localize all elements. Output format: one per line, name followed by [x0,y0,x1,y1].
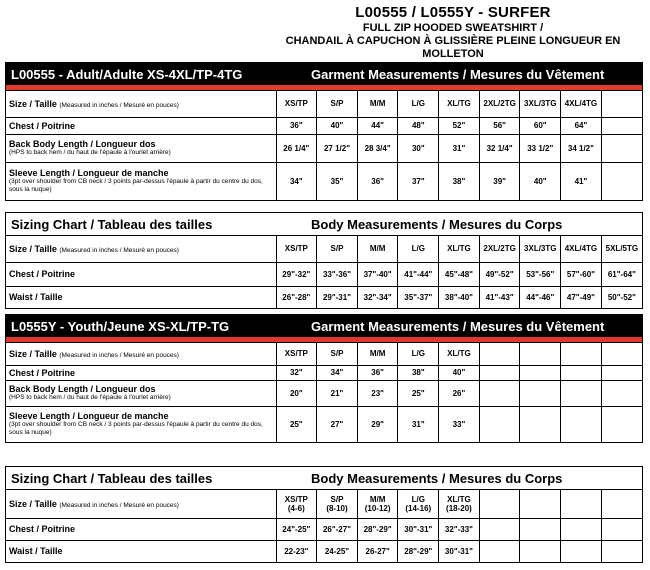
size-cell: XS/TP [276,91,317,117]
value-cell [479,380,520,406]
value-cell: 32 1/4" [479,134,520,162]
value-cell: 20" [276,380,317,406]
value-cell: 45"-48" [439,262,480,286]
youth-body-table [6,490,642,562]
value-cell: 28 3/4" [357,134,398,162]
value-cell: 29"-32" [276,262,317,286]
value-cell: 39" [479,162,520,200]
size-cell: M/M [357,236,398,262]
value-cell: 26-27" [357,540,398,562]
youth-garment-table [6,343,642,442]
size-cell [398,490,439,518]
age-range: (10-12) [364,503,391,513]
size-cell [317,490,358,518]
value-cell [561,406,602,442]
value-cell: 44"-46" [520,286,561,308]
value-cell: 33"-36" [317,262,358,286]
value-cell [479,518,520,540]
size-cell [439,490,480,518]
size-cell: 4XL/4TG [561,236,602,262]
section-title-left: L0555Y - Youth/Jeune XS-XL/TP-TG [11,318,230,334]
youth-body-section [5,466,643,563]
size-cell: L/G [398,91,439,117]
section-title-right: Body Measurements / Mesures du Corps [311,216,563,232]
value-cell: 23" [357,380,398,406]
value-cell: 33 1/2" [520,134,561,162]
sleeve-length-row [6,406,642,442]
size-cell: XL/TG [439,343,480,365]
section-title-bar [6,315,642,337]
document-title: L00555 / L0555Y - SURFER [355,4,551,21]
document-subtitle-en: FULL ZIP HOODED SWEATSHIRT / [362,22,544,34]
size-cell: XL/TG [439,91,480,117]
adult-body-table [6,236,642,308]
value-cell: 38" [398,365,439,380]
value-cell: 41" [561,162,602,200]
value-cell: 56" [479,117,520,134]
size-cell [357,490,398,518]
size-label: L/G [411,494,425,504]
value-cell [520,406,561,442]
back-length-row [6,380,642,406]
section-title-bar [6,63,642,85]
size-cell: S/P [317,343,358,365]
size-row [6,490,642,518]
value-cell: 34" [276,162,317,200]
waist-label-cell: Waist / Taille [6,540,276,562]
value-cell: 27" [317,406,358,442]
value-cell: 26"-27" [317,518,358,540]
size-label-cell: Size / Taille (Measured in inches / Mesuré en pouces) [6,236,276,262]
value-cell: 36" [357,162,398,200]
value-cell: 30" [398,134,439,162]
value-cell [601,380,642,406]
age-range: (14-16) [405,503,432,513]
value-cell: 33" [439,406,480,442]
size-cell: XS/TP [276,343,317,365]
size-cell: S/P [317,91,358,117]
value-cell: 25" [276,406,317,442]
section-title-bar [6,467,642,490]
size-label-cell: Size / Taille (Measured in inches / Mesuré en pouces) [6,343,276,365]
waist-row [6,540,642,562]
sleeve-length-row [6,162,642,200]
adult-garment-table [6,91,642,200]
chest-row [6,117,642,134]
age-range: (8-10) [326,503,348,513]
value-cell: 24"-25" [276,518,317,540]
value-cell [520,365,561,380]
value-cell: 26"-28" [276,286,317,308]
value-cell: 36" [276,117,317,134]
back-length-label-cell: Back Body Length / Longueur dos (HPS to back hem / du haut de l'épaule à l'ourlet arrière) [6,380,276,406]
size-cell [479,490,520,518]
age-range: (18-20) [446,503,472,513]
size-cell [601,343,642,365]
size-cell [479,343,520,365]
value-cell [601,540,642,562]
value-cell [561,380,602,406]
value-cell: 28"-29" [398,540,439,562]
size-label-cell: Size / Taille (Measured in inches / Mesuré en pouces) [6,91,276,117]
size-cell: S/P [317,236,358,262]
value-cell: 31" [439,134,480,162]
section-title-left: Sizing Chart / Tableau des tailles [11,216,213,232]
value-cell [561,518,602,540]
value-cell: 34" [317,365,358,380]
value-cell [479,540,520,562]
value-cell: 31" [398,406,439,442]
size-cell [601,91,642,117]
value-cell [601,117,642,134]
size-cell [561,490,602,518]
section-title-left: L00555 - Adult/Adulte XS-4XL/TP-4TG [11,66,243,82]
value-cell: 64" [561,117,602,134]
value-cell: 40" [439,365,480,380]
value-cell: 52" [439,117,480,134]
value-cell: 38"-40" [439,286,480,308]
youth-garment-section [5,314,643,443]
size-label: M/M [369,494,386,504]
section-title-right: Garment Measurements / Mesures du Vêtement [311,66,605,82]
size-cell: 2XL/2TG [479,91,520,117]
value-cell [520,540,561,562]
value-cell: 26" [439,380,480,406]
value-cell: 44" [357,117,398,134]
section-title-right: Garment Measurements / Mesures du Vêtement [311,318,605,334]
size-row [6,236,642,262]
value-cell: 29"-31" [317,286,358,308]
value-cell: 21" [317,380,358,406]
value-cell: 50"-52" [601,286,642,308]
adult-garment-section [5,62,643,201]
value-cell: 36" [357,365,398,380]
value-cell: 26 1/4" [276,134,317,162]
value-cell [479,406,520,442]
value-cell [601,518,642,540]
back-length-label-cell: Back Body Length / Longueur dos (HPS to back hem / du haut de l'épaule à l'ourlet arrière) [6,134,276,162]
value-cell [479,365,520,380]
value-cell: 37"-40" [357,262,398,286]
chest-label-cell: Chest / Poitrine [6,117,276,134]
chest-row [6,518,642,540]
size-cell [520,343,561,365]
value-cell: 38" [439,162,480,200]
value-cell: 60" [520,117,561,134]
sleeve-length-label-cell: Sleeve Length / Longueur de manche (3pt over shoulder from CB neck / 3 points par-dessus l'épaule à partir du centre du dos, sous la nuque) [6,406,276,442]
value-cell: 48" [398,117,439,134]
value-cell: 24-25" [317,540,358,562]
size-cell [601,490,642,518]
size-label: XL/TG [447,494,471,504]
value-cell: 40" [520,162,561,200]
size-cell: 2XL/2TG [479,236,520,262]
value-cell: 37" [398,162,439,200]
value-cell: 35" [317,162,358,200]
size-cell: L/G [398,343,439,365]
value-cell: 25" [398,380,439,406]
document-subtitle-fr: CHANDAIL À CAPUCHON À GLISSIÈRE PLEINE LONGUEUR EN MOLLETON [285,35,621,60]
section-title-right: Body Measurements / Mesures du Corps [311,470,563,486]
sleeve-length-label-cell: Sleeve Length / Longueur de manche (3pt over shoulder from CB neck / 3 points par-dessus l'épaule à partir du centre du dos, sous la nuque) [6,162,276,200]
value-cell: 27 1/2" [317,134,358,162]
size-label: S/P [330,494,344,504]
value-cell: 32"-34" [357,286,398,308]
size-cell: 4XL/4TG [561,91,602,117]
value-cell: 28"-29" [357,518,398,540]
size-cell: L/G [398,236,439,262]
waist-label-cell: Waist / Taille [6,286,276,308]
value-cell [561,540,602,562]
section-title-left: Sizing Chart / Tableau des tailles [11,470,213,486]
size-cell [520,490,561,518]
value-cell: 32"-33" [439,518,480,540]
size-cell: 3XL/3TG [520,91,561,117]
value-cell [601,365,642,380]
chest-row [6,365,642,380]
size-cell [276,490,317,518]
age-range: (4-6) [287,503,305,513]
chest-row [6,262,642,286]
value-cell: 57"-60" [561,262,602,286]
value-cell: 30"-31" [439,540,480,562]
value-cell: 29" [357,406,398,442]
document-header [258,4,648,61]
value-cell [601,406,642,442]
size-cell [561,343,602,365]
waist-row [6,286,642,308]
size-cell: M/M [357,343,398,365]
size-cell: XS/TP [276,236,317,262]
value-cell [520,380,561,406]
value-cell: 40" [317,117,358,134]
value-cell: 32" [276,365,317,380]
size-cell: XL/TG [439,236,480,262]
value-cell: 22-23" [276,540,317,562]
chest-label-cell: Chest / Poitrine [6,518,276,540]
value-cell: 41"-44" [398,262,439,286]
value-cell: 41"-43" [479,286,520,308]
value-cell [520,518,561,540]
size-cell: 5XL/5TG [601,236,642,262]
value-cell [561,365,602,380]
size-cell: 3XL/3TG [520,236,561,262]
value-cell: 49"-52" [479,262,520,286]
size-label-cell: Size / Taille (Measured in inches / Mesuré en pouces) [6,490,276,518]
value-cell [601,134,642,162]
size-row [6,91,642,117]
value-cell: 30"-31" [398,518,439,540]
value-cell: 47"-49" [561,286,602,308]
value-cell [601,162,642,200]
value-cell: 35"-37" [398,286,439,308]
size-cell: M/M [357,91,398,117]
value-cell: 53"-56" [520,262,561,286]
size-label: XS/TP [284,494,308,504]
chest-label-cell: Chest / Poitrine [6,365,276,380]
chest-label-cell: Chest / Poitrine [6,262,276,286]
value-cell: 34 1/2" [561,134,602,162]
adult-body-section [5,212,643,309]
back-length-row [6,134,642,162]
size-row [6,343,642,365]
value-cell: 61"-64" [601,262,642,286]
section-title-bar [6,213,642,236]
